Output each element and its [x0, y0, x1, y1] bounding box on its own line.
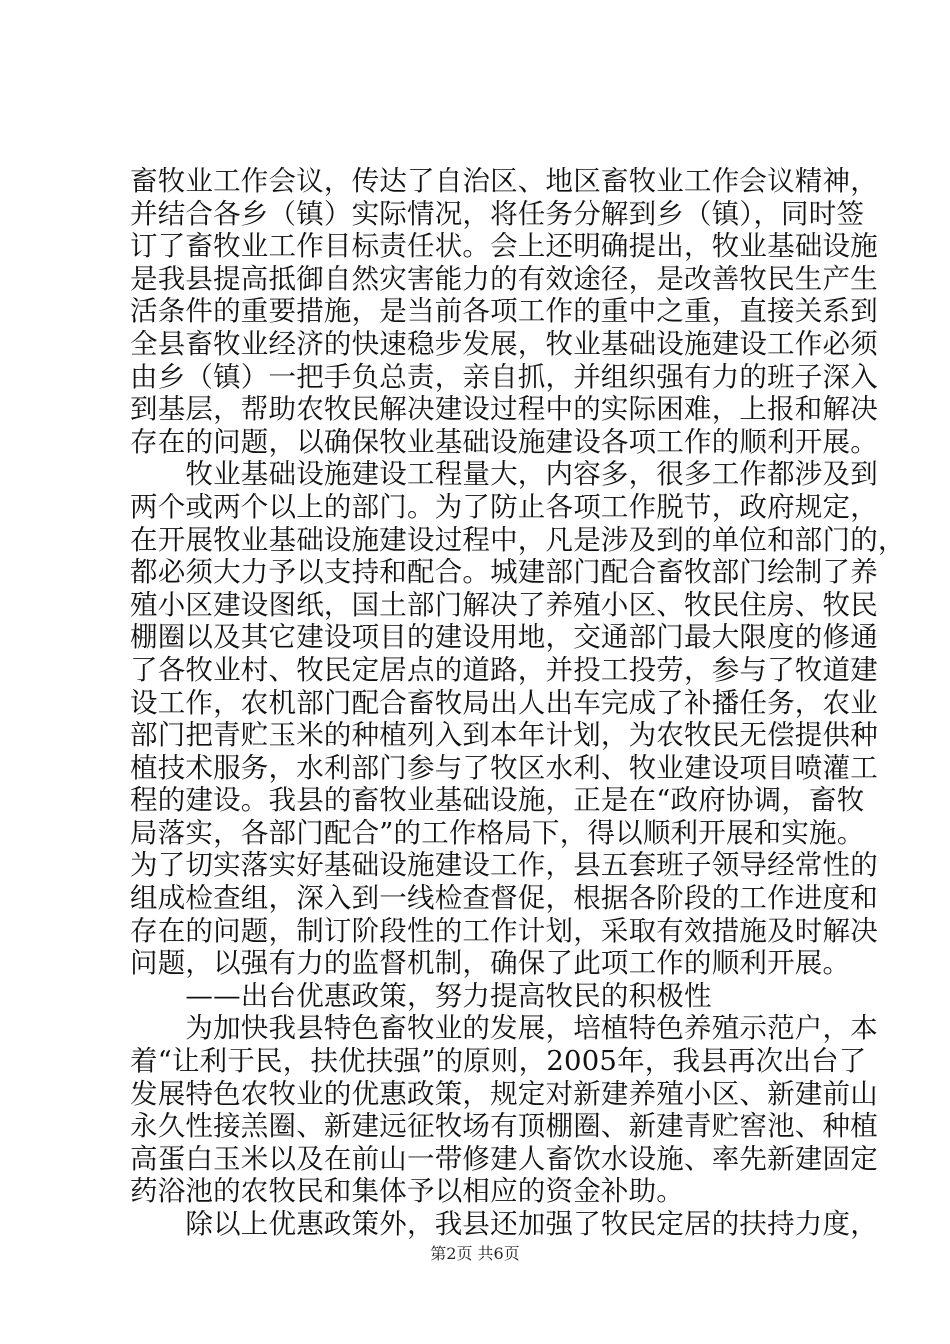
text-line: 存在的问题，制订阶段性的工作计划，采取有效措施及时解决 — [130, 914, 878, 947]
text-line: 棚圈以及其它建设项目的建设用地，交通部门最大限度的修通 — [130, 621, 878, 654]
text-line: 着“让利于民，扶优扶强”的原则，2005年，我县再次出台了 — [130, 1045, 867, 1078]
text-line: 牧业基础设施建设工程量大，内容多，很多工作都涉及到 — [130, 458, 878, 491]
text-line: 植技术服务，水利部门参与了牧区水利、牧业建设项目喷灌工 — [130, 751, 878, 784]
text-line: 是我县提高抵御自然灾害能力的有效途径，是改善牧民生产生 — [130, 262, 878, 295]
text-line: 程的建设。我县的畜牧业基础设施，正是在“政府协调，畜牧 — [130, 784, 865, 817]
text-line: 部门把青贮玉米的种植列入到本年计划，为农牧民无偿提供种 — [130, 719, 878, 752]
text-line: 为加快我县特色畜牧业的发展，培植特色养殖示范户，本 — [130, 1012, 878, 1045]
text-line: 高蛋白玉米以及在前山一带修建人畜饮水设施、率先新建固定 — [130, 1142, 878, 1175]
page-footer: 第2页 共6页 — [430, 1244, 520, 1263]
text-line: 都必须大力予以支持和配合。城建部门配合畜牧部门绘制了养 — [130, 556, 878, 589]
text-line: 永久性接羔圈、新建远征牧场有顶棚圈、新建青贮窖池、种植 — [130, 1110, 878, 1143]
text-line: 活条件的重要措施，是当前各项工作的重中之重，直接关系到 — [130, 295, 878, 328]
document-body — [130, 165, 906, 1241]
text-line: 设工作，农机部门配合畜牧局出人出车完成了补播任务，农业 — [130, 686, 878, 719]
text-line: 除以上优惠政策外，我县还加强了牧民定居的扶持力度， — [130, 1208, 878, 1240]
text-line: 畜牧业工作会议，传达了自治区、地区畜牧业工作会议精神， — [130, 165, 878, 197]
text-line: 局落实，各部门配合”的工作格局下，得以顺利开展和实施。 — [130, 816, 865, 849]
text-line: 在开展牧业基础设施建设过程中，凡是涉及到的单位和部门的， — [130, 523, 906, 556]
text-line: 两个或两个以上的部门。为了防止各项工作脱节，政府规定， — [130, 490, 878, 523]
text-line: 问题，以强有力的监督机制，确保了此项工作的顺利开展。 — [130, 947, 851, 980]
text-line: 并结合各乡（镇）实际情况，将任务分解到乡（镇），同时签 — [130, 197, 865, 230]
text-line: 发展特色农牧业的优惠政策，规定对新建养殖小区、新建前山 — [130, 1077, 878, 1110]
text-line: 订了畜牧业工作目标责任状。会上还明确提出，牧业基础设施 — [130, 230, 878, 263]
text-line: 药浴池的农牧民和集体予以相应的资金补助。 — [130, 1175, 684, 1208]
text-line: 存在的问题，以确保牧业基础设施建设各项工作的顺利开展。 — [130, 425, 878, 458]
text-line: 全县畜牧业经济的快速稳步发展，牧业基础设施建设工作必须 — [130, 327, 878, 360]
text-line: 了各牧业村、牧民定居点的道路，并投工投劳，参与了牧道建 — [130, 653, 878, 686]
text-line: 由乡（镇）一把手负总责，亲自抓，并组织强有力的班子深入 — [130, 360, 878, 393]
text-line: ——出台优惠政策，努力提高牧民的积极性 — [130, 979, 712, 1012]
text-line: 组成检查组，深入到一线检查督促，根据各阶段的工作进度和 — [130, 882, 878, 915]
text-line: 殖小区建设图纸，国土部门解决了养殖小区、牧民住房、牧民 — [130, 588, 878, 621]
text-line: 到基层，帮助农牧民解决建设过程中的实际困难，上报和解决 — [130, 393, 878, 426]
text-line: 为了切实落实好基础设施建设工作，县五套班子领导经常性的 — [130, 849, 878, 882]
